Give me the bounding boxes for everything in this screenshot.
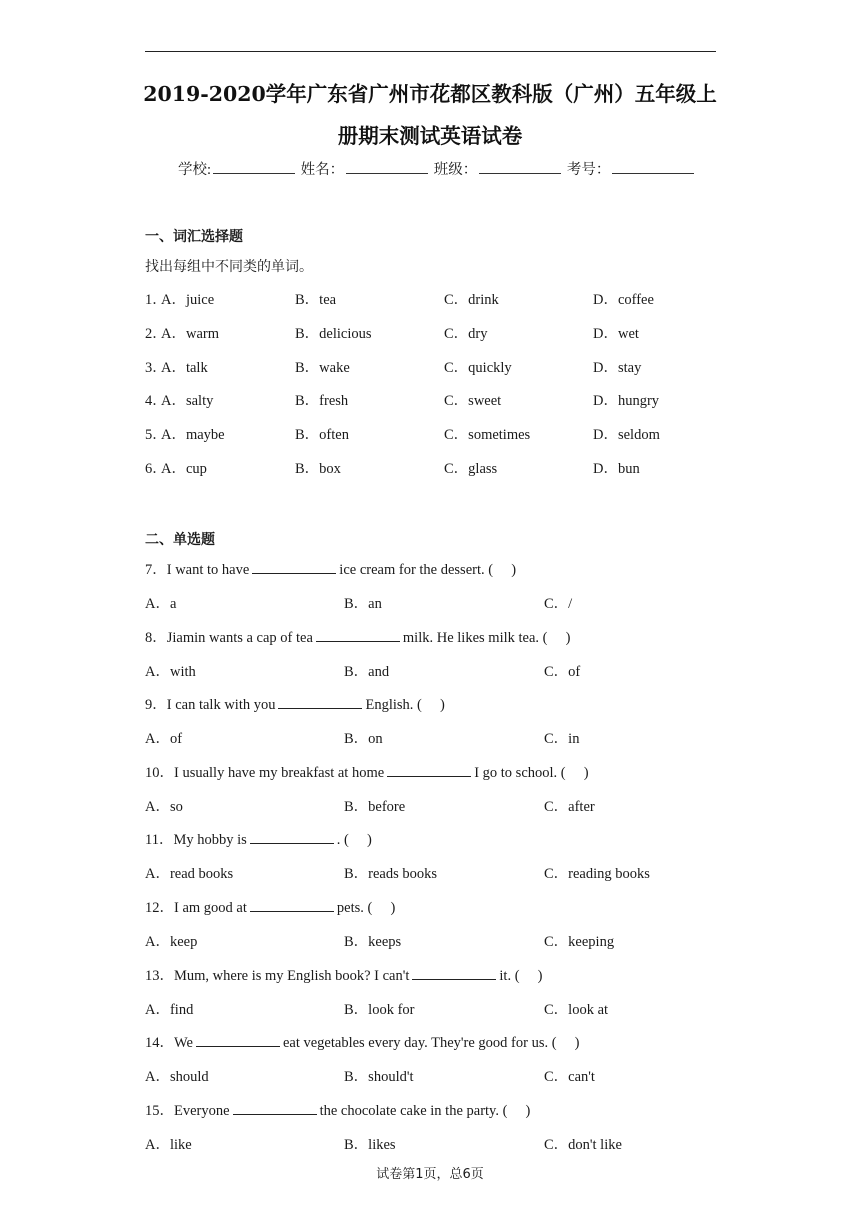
- option-b[interactable]: B．before: [344, 798, 406, 815]
- question-text-before-blank: 13．Mum, where is my English book? I can't: [145, 967, 410, 984]
- class-label: 班级：: [433, 162, 478, 178]
- option-c[interactable]: C．look at: [544, 1001, 609, 1018]
- option-a[interactable]: A．a: [145, 596, 177, 612]
- option-a[interactable]: A．cup: [161, 461, 207, 477]
- mc-options: [145, 998, 745, 1018]
- option-a[interactable]: A．so: [145, 798, 183, 815]
- student-info-row: [178, 158, 696, 179]
- exam-no-label: 考号：: [566, 162, 611, 178]
- question-text-after-blank: I go to school. ( ): [474, 764, 589, 781]
- answer-blank[interactable]: [250, 899, 334, 912]
- page-title-line2: 册期末测试英语试卷: [337, 124, 523, 148]
- option-b[interactable]: B．an: [344, 596, 382, 612]
- question-text-after-blank: ice cream for the dessert. ( ): [339, 562, 517, 578]
- option-c[interactable]: C．of: [544, 663, 581, 680]
- option-a[interactable]: A．read books: [145, 866, 234, 883]
- question-text-before-blank: 14．We: [145, 1035, 193, 1052]
- option-b[interactable]: B．on: [344, 731, 383, 748]
- option-c[interactable]: C．keeping: [544, 934, 615, 950]
- section1-heading: 一、词汇选择题: [145, 229, 243, 245]
- option-a[interactable]: A．of: [145, 731, 183, 748]
- question-text-after-blank: it. ( ): [499, 967, 543, 984]
- option-c[interactable]: C．after: [544, 798, 595, 815]
- question-text-before-blank: 8．Jiamin wants a cap of tea: [145, 629, 313, 646]
- option-b[interactable]: B．should't: [344, 1069, 414, 1086]
- option-b[interactable]: B．wake: [295, 359, 350, 376]
- question-number: 5．: [145, 427, 167, 444]
- option-a[interactable]: A．like: [145, 1136, 192, 1153]
- question-text-before-blank: 9．I can talk with you: [145, 697, 276, 714]
- option-c[interactable]: C．quickly: [444, 359, 512, 376]
- mc-question: [145, 693, 445, 714]
- question-text-before-blank: 15．Everyone: [145, 1102, 230, 1119]
- option-d[interactable]: D．hungry: [593, 393, 660, 410]
- mc-question: [145, 964, 542, 985]
- option-c[interactable]: C．drink: [444, 292, 499, 308]
- mc-options: [145, 1065, 745, 1085]
- mc-options: [145, 592, 745, 612]
- option-a[interactable]: A．should: [145, 1069, 209, 1086]
- answer-blank[interactable]: [412, 967, 496, 980]
- answer-blank[interactable]: [250, 831, 334, 844]
- option-b[interactable]: B．look for: [344, 1001, 415, 1018]
- question-text-before-blank: 10．I usually have my breakfast at home: [145, 764, 385, 781]
- mc-question: [145, 828, 372, 849]
- option-a[interactable]: A．salty: [161, 393, 214, 410]
- mc-question: [145, 896, 395, 917]
- mc-options: [145, 1133, 745, 1153]
- answer-blank[interactable]: [387, 764, 471, 777]
- option-c[interactable]: C．/: [544, 596, 573, 612]
- mc-options: [145, 862, 745, 882]
- answer-blank[interactable]: [278, 696, 362, 709]
- section1-instruction: 找出每组中不同类的单词。: [145, 259, 313, 275]
- question-text-before-blank: 12．I am good at: [145, 900, 247, 916]
- option-d[interactable]: D．wet: [593, 325, 639, 342]
- option-c[interactable]: C．sometimes: [444, 427, 531, 444]
- option-b[interactable]: B．tea: [295, 292, 337, 308]
- mc-question: [145, 626, 570, 647]
- option-b[interactable]: B．keeps: [344, 934, 402, 950]
- option-a[interactable]: A．with: [145, 663, 196, 680]
- option-d[interactable]: D．bun: [593, 461, 640, 477]
- name-label: 姓名：: [300, 162, 345, 178]
- question-number: 4．: [145, 393, 167, 410]
- question-text-after-blank: English. ( ): [365, 697, 445, 714]
- page-title-line1: 2019-2020学年广东省广州市花都区教科版（广州）五年级上: [143, 82, 717, 106]
- class-field[interactable]: [479, 160, 561, 174]
- question-text-before-blank: 11．My hobby is: [145, 832, 247, 849]
- question-text-after-blank: . ( ): [336, 832, 372, 849]
- option-b[interactable]: B．fresh: [295, 393, 349, 410]
- question-number: 1．: [145, 292, 167, 308]
- exam-no-field[interactable]: [612, 160, 694, 174]
- option-c[interactable]: C．can't: [544, 1069, 595, 1086]
- option-a[interactable]: A．talk: [161, 359, 208, 376]
- option-a[interactable]: A．warm: [161, 325, 219, 342]
- option-d[interactable]: D．stay: [593, 359, 642, 376]
- option-c[interactable]: C．sweet: [444, 393, 502, 410]
- option-b[interactable]: B．reads books: [344, 866, 438, 883]
- mc-question: [145, 1099, 530, 1120]
- option-b[interactable]: B．and: [344, 663, 390, 680]
- mc-options: [145, 930, 745, 950]
- question-number: 3．: [145, 359, 167, 376]
- name-field[interactable]: [346, 160, 428, 174]
- option-a[interactable]: A．juice: [161, 292, 215, 308]
- option-c[interactable]: C．in: [544, 731, 580, 748]
- question-text-after-blank: pets. ( ): [336, 900, 396, 916]
- question-text-after-blank: the chocolate cake in the party. ( ): [319, 1102, 531, 1119]
- option-a[interactable]: A．find: [145, 1001, 194, 1018]
- question-number: 6．: [145, 461, 167, 477]
- option-b[interactable]: B．often: [295, 427, 349, 444]
- mc-options: [145, 795, 745, 815]
- question-text-after-blank: eat vegetables every day. They're good for us. ( ): [282, 1035, 580, 1052]
- mc-options: [145, 727, 745, 747]
- answer-blank[interactable]: [316, 629, 400, 642]
- option-c[interactable]: C．glass: [444, 461, 498, 477]
- school-label: 学校:: [178, 162, 212, 178]
- school-field[interactable]: [213, 160, 295, 174]
- option-a[interactable]: A．keep: [145, 934, 198, 950]
- option-c[interactable]: C．dry: [444, 325, 488, 342]
- option-b[interactable]: B．box: [295, 461, 341, 477]
- option-b[interactable]: B．likes: [344, 1136, 396, 1153]
- answer-blank[interactable]: [252, 561, 336, 574]
- mc-question: [145, 1031, 580, 1052]
- mc-question: [145, 761, 589, 782]
- top-rule: [145, 51, 716, 52]
- answer-blank[interactable]: [233, 1102, 317, 1115]
- option-b[interactable]: B．delicious: [295, 325, 372, 342]
- mc-options: [145, 660, 745, 680]
- question-text-after-blank: milk. He likes milk tea. ( ): [402, 629, 571, 646]
- option-c[interactable]: C．reading books: [544, 866, 650, 883]
- option-a[interactable]: A．maybe: [161, 427, 225, 444]
- option-d[interactable]: D．coffee: [593, 292, 654, 308]
- answer-blank[interactable]: [196, 1034, 280, 1047]
- option-d[interactable]: D．seldom: [593, 427, 660, 444]
- page-footer: 试卷第1页，总6页: [376, 1167, 484, 1182]
- section2-heading: 二、单选题: [145, 532, 215, 548]
- question-text-before-blank: 7．I want to have: [145, 562, 250, 578]
- mc-question: [145, 558, 516, 579]
- question-number: 2．: [145, 325, 167, 342]
- option-c[interactable]: C．don't like: [544, 1136, 622, 1153]
